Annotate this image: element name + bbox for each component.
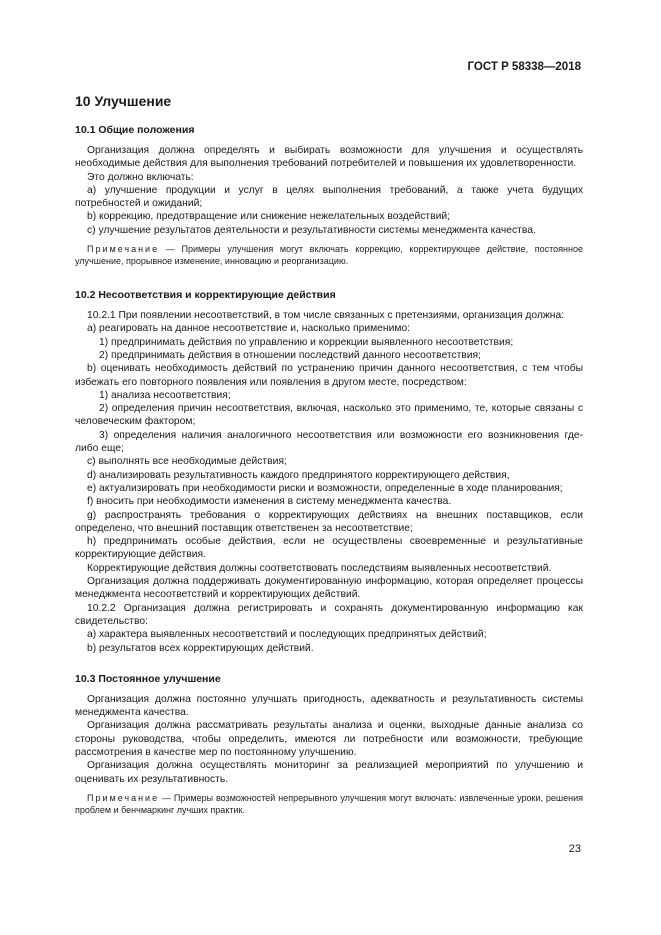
paragraph: 10.2.2 Организация должна регистрировать и сохранять документированную информацию как свидетельство: bbox=[75, 602, 583, 627]
list-item: h) предпринимать особые действия, если не осуществлены своевременные и результативные корректирующие действия. bbox=[75, 536, 583, 561]
list-item: b) коррекцию, предотвращение или снижение нежелательных воздействий; bbox=[87, 211, 450, 223]
list-item: c) улучшение результатов деятельности и результативности системы менеджмента качества. bbox=[87, 224, 536, 236]
note-text: — Примеры улучшения могут включать коррекцию, корректирующее действие, постоянное улучшение, прорывное изменение, инновацию и реорганизацию. bbox=[75, 244, 583, 267]
sub-list-item: 1) анализа несоответствия; bbox=[99, 389, 231, 401]
sub-list-item: 1) предпринимать действия по управлению и коррекции выявленного несоответствия; bbox=[99, 336, 514, 348]
subsection-title-10-2: 10.2 Несоответствия и корректирующие действия bbox=[75, 289, 336, 302]
note bbox=[75, 792, 583, 816]
page-number: 23 bbox=[568, 843, 581, 855]
list-item: b) оценивать необходимость действий по устранению причин данного несоответствия, с тем чтобы избежать его повторного появления или появления в другом месте, посредством: bbox=[75, 363, 583, 388]
sub-list-item: 2) предпринимать действия в отношении последствий данного несоответствия; bbox=[99, 349, 481, 361]
paragraph: 10.2.1 При появлении несоответствий, в том числе связанных с претензиями, организация должна: bbox=[87, 310, 565, 322]
paragraph: Организация должна рассматривать результаты анализа и оценки, выходные данные анализа со стороны руководства, чтобы определить, имеются ли потребности или возможности, требующие рассмотрения в качестве мер по постоянному улучшению. bbox=[75, 720, 583, 758]
list-item: c) выполнять все необходимые действия; bbox=[87, 456, 287, 468]
list-item: b) результатов всех корректирующих действий. bbox=[87, 642, 314, 654]
paragraph: Корректирующие действия должны соответствовать последствиям выявленных несоответствий. bbox=[87, 562, 552, 574]
list-item: e) актуализировать при необходимости риски и возможности, определенные в ходе планирования; bbox=[87, 482, 563, 494]
note-label: Примечание bbox=[87, 792, 160, 803]
standard-designation: ГОСТ Р 58338—2018 bbox=[467, 61, 581, 73]
note-label: Примечание bbox=[87, 244, 160, 255]
paragraph: Организация должна определять и выбирать возможности для улучшения и осуществлять необходимые действия для выполнения требований потребителей и повышения их удовлетворенности. bbox=[75, 145, 583, 170]
paragraph: Это должно включать: bbox=[87, 171, 194, 183]
section-title: 10 Улучшение bbox=[75, 93, 172, 109]
list-item: a) характера выявленных несоответствий и последующих предпринятых действий; bbox=[87, 629, 487, 641]
paragraph: Организация должна поддерживать документированную информацию, которая определяет процессы менеджмента несоответствий и корректирующих действий. bbox=[75, 576, 583, 601]
list-item: f) вносить при необходимости изменения в систему менеджмента качества. bbox=[87, 496, 452, 508]
list-item: d) анализировать результативность каждого предпринятого корректирующего действия, bbox=[87, 469, 510, 481]
list-item: a) реагировать на данное несоответствие и, насколько применимо: bbox=[87, 323, 410, 335]
list-item: g) распространять требования о корректирующих действиях на внешних поставщиков, если определено, что внешний поставщик ответственен за несоответствие; bbox=[75, 509, 583, 534]
list-item: a) улучшение продукции и услуг в целях выполнения требований, а также учета будущих потребностей и ожиданий; bbox=[75, 184, 583, 210]
paragraph: Организация должна осуществлять мониторинг за реализацией мероприятий по улучшению и оценивать их результативность. bbox=[75, 760, 583, 785]
sub-list-item: 2) определения причин несоответствия, включая, насколько это применимо, те, которые связаны с человеческим фактором; bbox=[75, 403, 583, 428]
sub-list-item: 3) определения наличия аналогичного несоответствия или возможности его возникновения где-либо еще; bbox=[75, 429, 583, 455]
page-content bbox=[75, 88, 583, 816]
note-text: — Примеры возможностей непрерывного улучшения могут включать: извлеченные уроки, решения проблем и бенчмаркинг лучших практик. bbox=[75, 792, 583, 815]
subsection-title-10-3: 10.3 Постоянное улучшение bbox=[75, 672, 221, 685]
subsection-title-10-1: 10.1 Общие положения bbox=[75, 124, 195, 136]
note bbox=[75, 243, 583, 267]
paragraph: Организация должна постоянно улучшать пригодность, адекватность и результативность системы менеджмента качества. bbox=[75, 693, 583, 719]
